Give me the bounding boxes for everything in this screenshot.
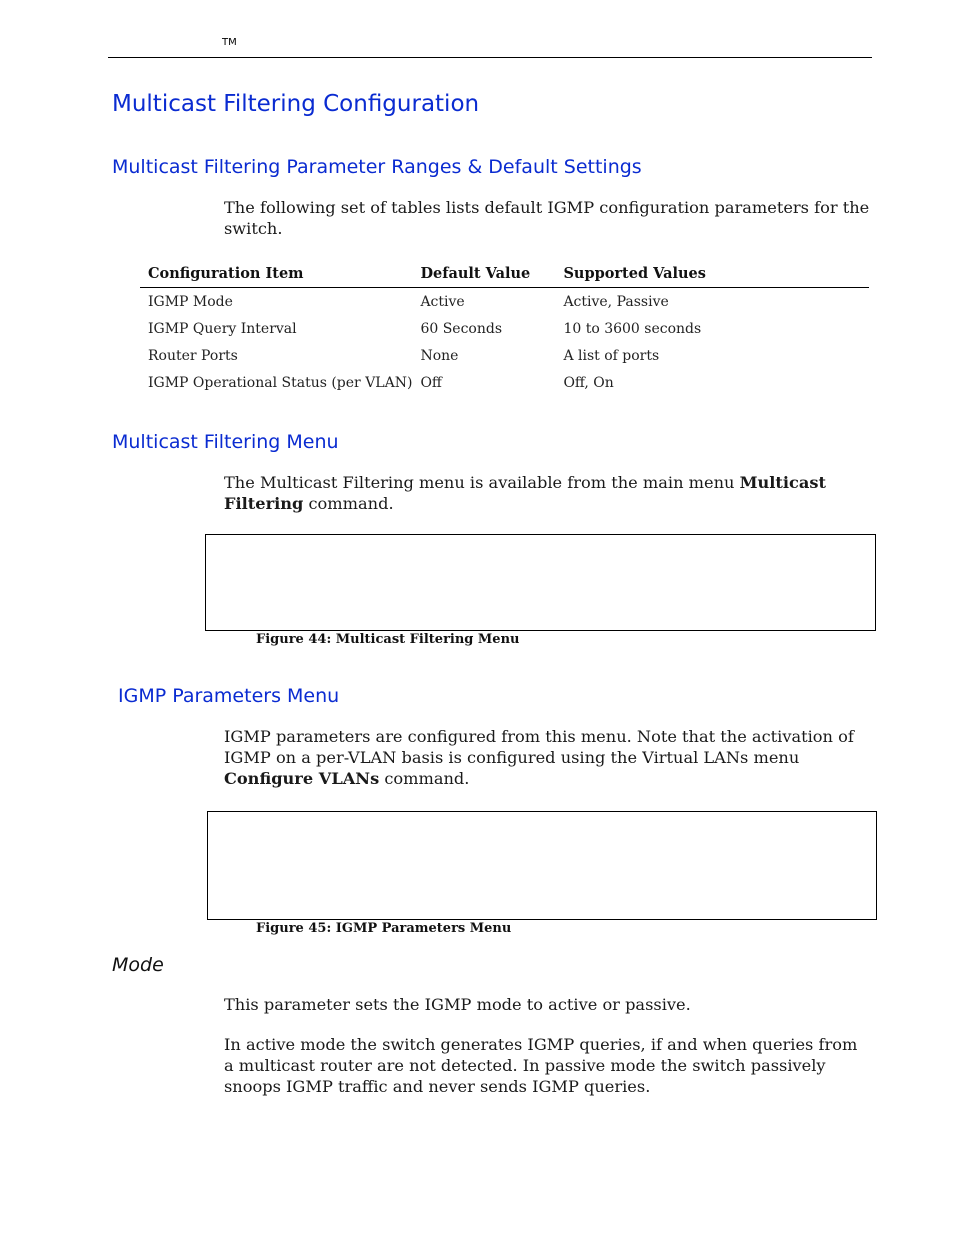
multicast-menu-text-after: command. [303,494,394,513]
table-header-row [140,262,869,288]
table-row [140,342,869,369]
igmp-text-before: IGMP parameters are configured from this menu. Note that the activation of IGMP on a per-VLAN basis is configured using the Virtual LANs menu [224,727,854,767]
table-row [140,369,869,396]
table-header-default-value: Default Value [412,262,555,288]
table-cell: Active, Passive [563,293,669,310]
multicast-menu-text-before: The Multicast Filtering menu is available from the main menu [224,473,740,492]
igmp-parameters-paragraph [224,726,872,789]
table-cell: Router Ports [148,347,238,364]
section-heading-igmp-parameters: IGMP Parameters Menu [118,685,340,707]
trademark-mark: TM [222,37,237,48]
section-heading-ranges: Multicast Filtering Parameter Ranges & Default Settings [112,156,642,178]
igmp-command-name: Configure VLANs [224,769,380,788]
mode-paragraph-2: In active mode the switch generates IGMP queries, if and when queries from a multicast router are not detected. In passive mode the switch passively snoops IGMP traffic and never sends IGMP queries. [224,1035,858,1096]
igmp-text-after: command. [379,769,470,788]
figure-45-placeholder [207,811,877,920]
section-heading-mode: Mode [112,954,164,976]
multicast-menu-paragraph [224,472,872,514]
table-cell: Off [420,374,442,391]
table-cell: IGMP Mode [148,293,233,310]
table-header-config-item: Configuration Item [140,262,412,288]
table-cell: 10 to 3600 seconds [563,320,702,337]
page-title: Multicast Filtering Configuration [112,91,480,117]
figure-45-caption: Figure 45: IGMP Parameters Menu [256,921,512,936]
table-cell: None [420,347,459,364]
mode-paragraph-1: This parameter sets the IGMP mode to active or passive. [224,995,691,1014]
table-cell: Off, On [563,374,614,391]
section-heading-multicast-menu: Multicast Filtering Menu [112,431,339,453]
figure-44-placeholder [205,534,876,631]
table-row [140,315,869,342]
table-cell: A list of ports [563,347,660,364]
table-cell: IGMP Operational Status (per VLAN) [148,374,413,391]
ranges-intro-paragraph: The following set of tables lists default IGMP configuration parameters for the switch. [224,198,870,238]
figure-44-caption: Figure 44: Multicast Filtering Menu [256,632,520,647]
table-cell: IGMP Query Interval [148,320,297,337]
table-row [140,288,869,316]
table-header-supported-values: Supported Values [555,262,869,288]
table-cell: 60 Seconds [420,320,503,337]
multicast-menu-command-name: Multicast Filtering [224,473,826,513]
table-cell: Active [420,293,465,310]
igmp-defaults-table [140,262,869,396]
header-rule [108,57,872,58]
